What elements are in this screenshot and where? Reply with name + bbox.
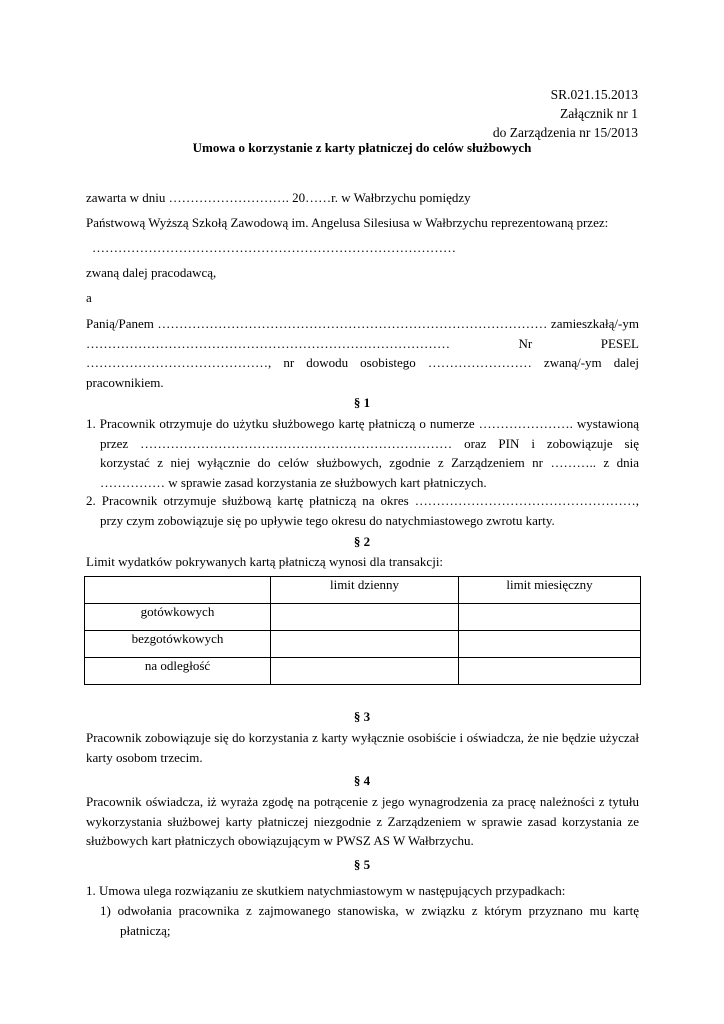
table-cell-daily [271, 658, 459, 685]
intro-concluded: zawarta w dniu ………………………. 20……r. w Wałbrzychu pomiędzy [86, 190, 471, 205]
section-5-point-1: 1. Umowa ulega rozwiązaniu ze skutkiem natychmiastowym w następujących przypadkach: [86, 883, 566, 898]
section-4-text: Pracownik oświadcza, iż wyraża zgodę na potrącenie z jego wynagrodzenia za pracę należności z tytułu wykorzystania służbowej karty płatniczej niezgodnie z Zarządzeniem w sprawie zasad korzystania ze służbowych kart płatniczych obowiązującym w PWSZ AS W Wałbrzychu. [86, 794, 639, 848]
section-1-point-1-text: 1. Pracownik otrzymuje do użytku służbowego kartę płatniczą o numerze …………………. wystawioną przez ……………………………………………………………… oraz PIN i zobowiązuje się korzystać z niej wyłącznie do celów służbowych, zgodnie z Zarządzeniem nr ……….. z dnia …………… w sprawie zasad korzystania ze służbowych kart płatniczych. [86, 416, 639, 490]
header-attachment: Załącznik nr 1 [560, 106, 638, 121]
table-cell-daily [271, 631, 459, 658]
intro-dots: ………………………………………………………………………… [92, 240, 456, 255]
table-row [85, 604, 641, 631]
intro-party1: Państwową Wyższą Szkołą Zawodową im. Angelusa Silesiusa w Wałbrzychu reprezentowaną przez: [86, 215, 609, 230]
intro-employer: zwaną dalej pracodawcą, [86, 265, 217, 280]
table-row-label: gotówkowych [85, 604, 271, 631]
section-1-point-1 [86, 414, 639, 492]
section-1-point-2 [86, 491, 639, 530]
section-5-item-1-text: 1) odwołania pracownika z zajmowanego stanowiska, w związku z którym przyznano mu kartę płatniczą; [100, 903, 639, 938]
table-header-cell: limit miesięczny [459, 577, 641, 604]
table-row-label: na odległość [85, 658, 271, 685]
table-cell-monthly [459, 604, 641, 631]
document-title: Umowa o korzystanie z karty płatniczej do celów służbowych [192, 140, 532, 155]
section-3-text: Pracownik zobowiązuje się do korzystania z karty wyłącznie osobiście i oświadcza, że nie będzie użyczał karty osobom trzecim. [86, 730, 639, 765]
table-header-row [85, 577, 641, 604]
table-cell-monthly [459, 658, 641, 685]
table-cell-daily [271, 604, 459, 631]
table-row [85, 658, 641, 685]
table-row-label: bezgotówkowych [85, 631, 271, 658]
section-3-heading: § 3 [353, 709, 371, 724]
header-order: do Zarządzenia nr 15/2013 [492, 125, 638, 140]
table-header-cell: limit dzienny [271, 577, 459, 604]
section-5-heading: § 5 [353, 857, 371, 872]
section-2-heading: § 2 [353, 534, 371, 549]
table-row [85, 631, 641, 658]
section-1-heading: § 1 [353, 395, 371, 410]
section-1-point-2-text: 2. Pracownik otrzymuje służbową kartę płatniczą na okres ……………………………………………, przy czym zobowiązuje się po upływie tego okresu do natychmiastowego zwrotu karty. [86, 493, 639, 528]
section-5-item-1 [100, 901, 639, 940]
header-ref: SR.021.15.2013 [550, 87, 638, 102]
limits-table [84, 576, 641, 685]
table-header-cell [85, 577, 271, 604]
intro-and: a [86, 290, 92, 305]
section-2-intro: Limit wydatków pokrywanych kartą płatniczą wynosi dla transakcji: [86, 554, 444, 569]
section-4-heading: § 4 [353, 773, 371, 788]
table-cell-monthly [459, 631, 641, 658]
intro-party2: Panią/Panem ……………………………………………………………………………… zamieszkałą/-ym ………………………………………………………………………… Nr PESEL ……………………………………, nr dowodu osobistego …………………… zwaną/-ym dalej pracownikiem. [86, 316, 639, 390]
